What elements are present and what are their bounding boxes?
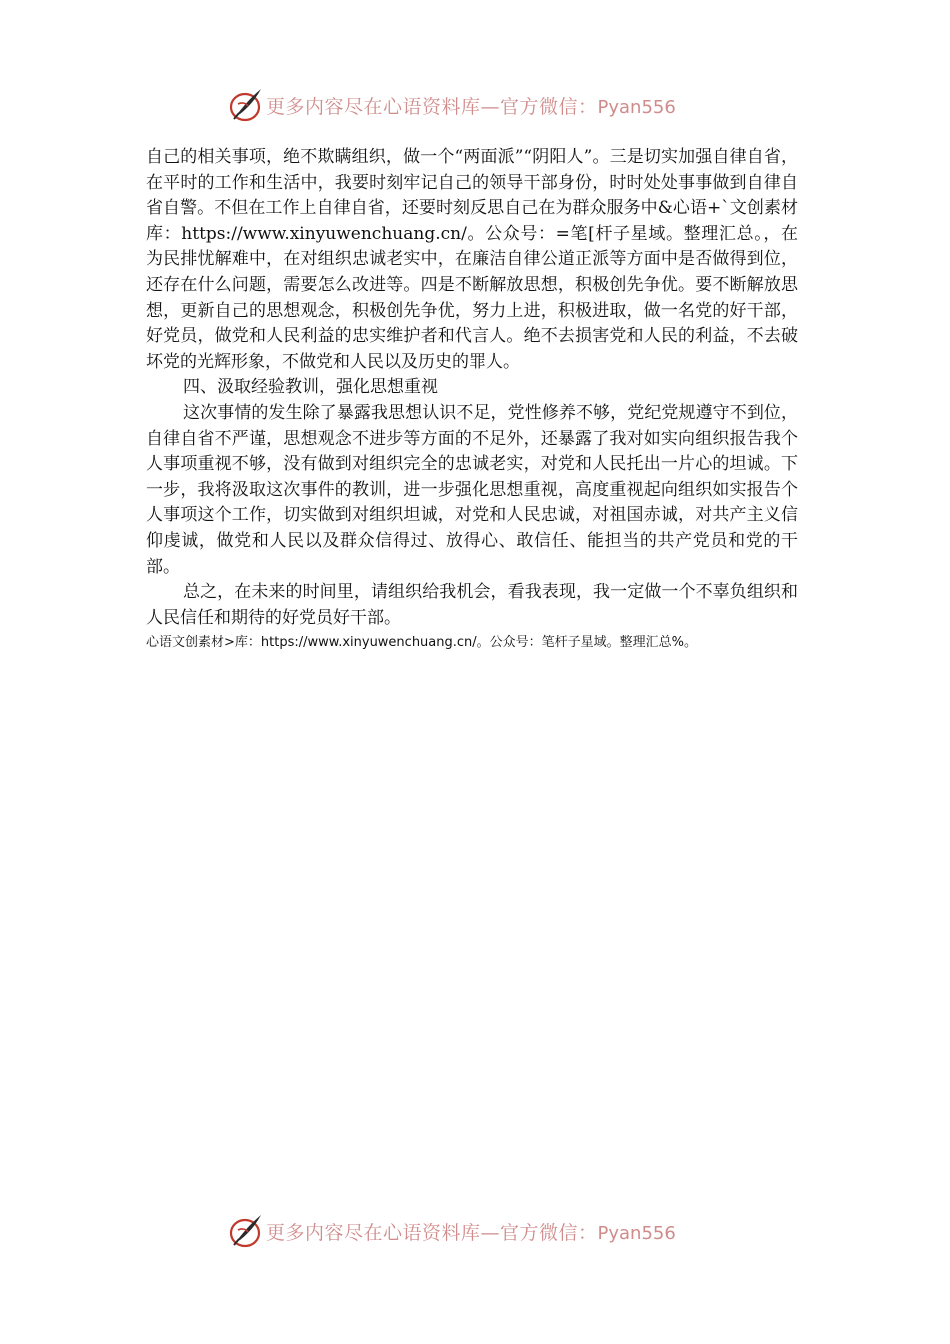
header-banner-cn: 更多内容尽在心语资料库—官方微信： — [266, 96, 598, 118]
footer-banner-text — [266, 1218, 676, 1245]
footer-banner-cn: 更多内容尽在心语资料库—官方微信： — [266, 1222, 598, 1244]
paragraph-1: 自己的相关事项，绝不欺瞒组织，做一个“两面派”“阴阳人”。三是切实加强自律自省，在平时的工作和生活中，我要时刻牢记自己的领导干部身份，时时处处事事做到自律自省自警。不但在工作上自律自省，还要时刻反思自己在为群众服务中&心语+`文创素材库：https://www.xinyuwenchuang.cn/。公众号：=笔[杆子星域。整理汇总。，在为民排忧解难中，在对组织忠诚老实中，在廉洁自律公道正派等方面中是否做得到位，还存在什么问题，需要怎么改进等。四是不断解放思想，积极创先争优。要不断解放思想，更新自己的思想观念，积极创先争优，努力上进，积极进取，做一名党的好干部，好党员，做党和人民利益的忠实维护者和代言人。绝不去损害党和人民的利益，不去破坏党的光辉形象，不做党和人民以及历史的罪人。 — [146, 147, 798, 372]
footer-banner — [0, 1210, 950, 1254]
paragraph-3: 总之，在未来的时间里，请组织给我机会，看我表现，我一定做一个不辜负组织和人民信任和期待的好党员好干部。 — [146, 582, 798, 628]
quill-pen-logo-icon — [228, 86, 264, 124]
header-banner — [0, 84, 950, 128]
section-heading-4: 四、汲取经验教训，强化思想重视 — [183, 377, 438, 398]
quill-pen-logo-icon — [228, 1212, 264, 1250]
paragraph-2: 这次事情的发生除了暴露我思想认识不足，党性修养不够，党纪党规遵守不到位，自律自省不严谨，思想观念不进步等方面的不足外，还暴露了我对如实向组织报告我个人事项重视不够，没有做到对组织完全的忠诚老实，对党和人民托出一片心的坦诚。下一步，我将汲取这次事件的教训，进一步强化思想重视，高度重视起向组织如实报告个人事项这个工作，切实做到对组织坦诚，对党和人民忠诚，对祖国赤诚，对共产主义信仰虔诚，做党和人民以及群众信得过、放得心、敢信任、能担当的共产党员和党的干部。 — [146, 402, 798, 577]
header-banner-wechat-id: Pyan556 — [597, 97, 676, 118]
source-footnote: 心语文创素材>库：https://www.xinyuwenchuang.cn/。公众号：笔杆子星域。整理汇总%。 — [146, 635, 698, 651]
header-banner-text — [266, 92, 676, 119]
footer-banner-wechat-id: Pyan556 — [597, 1223, 676, 1244]
document-body — [146, 145, 798, 655]
